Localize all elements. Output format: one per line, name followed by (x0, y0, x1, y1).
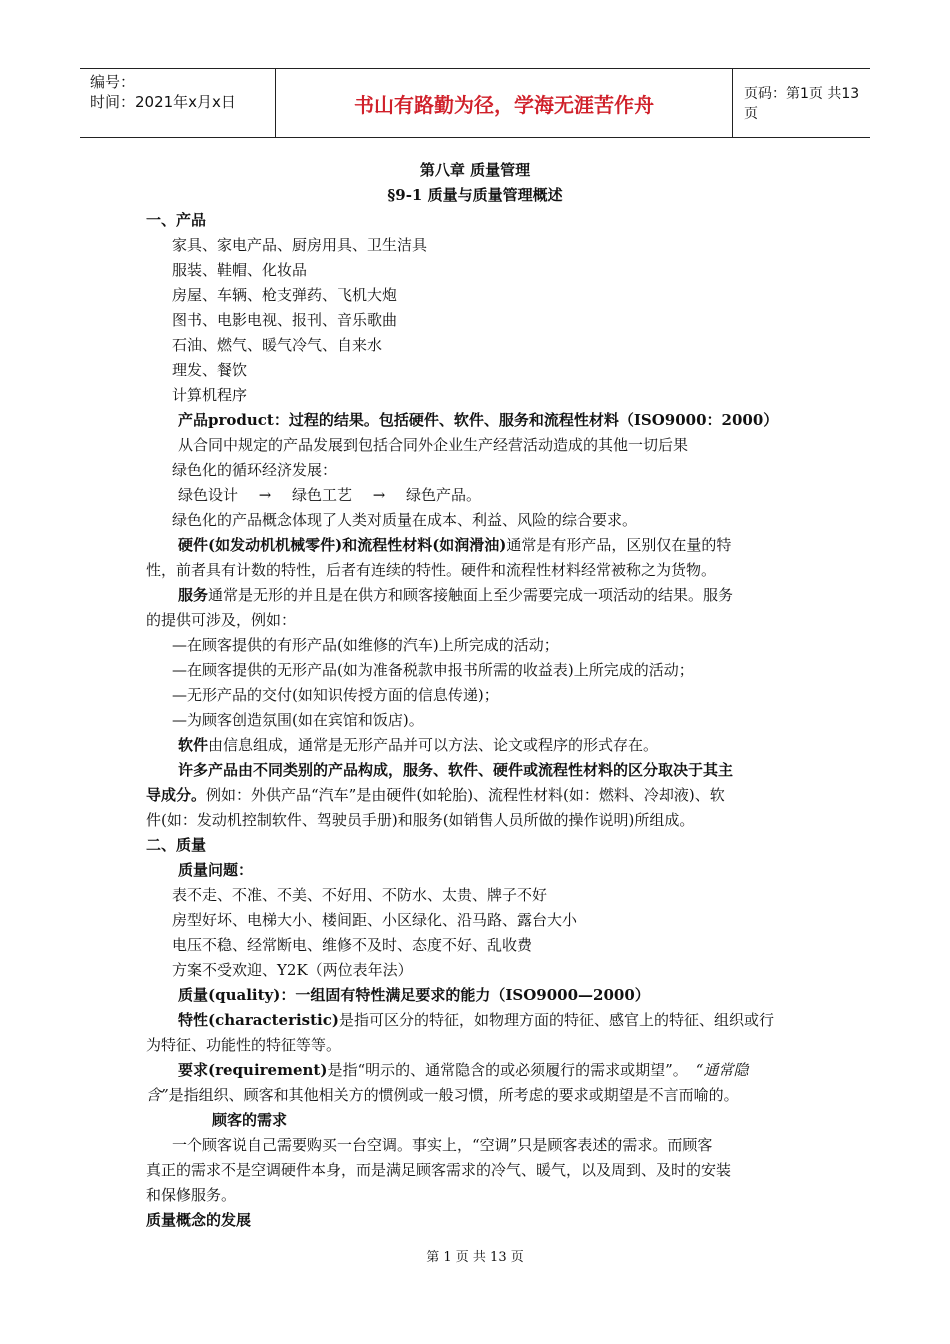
software-term: 软件 (178, 736, 209, 754)
customer-needs-line2: 真正的需求不是空调硬件本身，而是满足顾客需求的冷气、暖气，以及周到、及时的安装 (146, 1161, 732, 1179)
service-example: —为顾客创造氛围(如在宾馆和饭店)。 (172, 711, 424, 729)
many-products-line3: 件(如：发动机控制软件、驾驶员手册)和服务(如销售人员所做的操作说明)所组成。 (146, 811, 695, 829)
section2-heading: 二、质量 (146, 836, 207, 854)
characteristic-term: 特性(characteristic) (178, 1011, 339, 1029)
product-item: 理发、餐饮 (172, 361, 248, 379)
paragraph: 绿色化的产品概念体现了人类对质量在成本、利益、风险的综合要求。 (172, 511, 638, 529)
header-meta (80, 69, 276, 137)
requirement-line2 (146, 1083, 739, 1108)
arrow-icon: → (258, 486, 272, 504)
time-label: 时间：2021年x月x日 (90, 93, 236, 111)
service-text: 通常是无形的并且是在供方和顾客接触面上至少需要完成一项活动的结果。服务 (208, 586, 734, 604)
software-text: 由信息组成，通常是无形产品并可以方法、论文或程序的形式存在。 (208, 736, 659, 754)
green-product: 绿色产品。 (406, 486, 482, 504)
paragraph: 绿色化的循环经济发展： (172, 461, 338, 479)
service-para-line2: 的提供可涉及，例如： (146, 611, 297, 629)
header-motto: 书山有路勤为径，学海无涯苦作舟 (276, 69, 733, 137)
customer-needs-line1: 一个顾客说自己需要购买一台空调。事实上，“空调”只是顾客表述的需求。而顾客 (172, 1136, 713, 1154)
green-process: 绿色工艺 (292, 486, 353, 504)
many-products-line1: 许多产品由不同类别的产品构成，服务、软件、硬件或流程性材料的区分取决于其主 (178, 761, 734, 779)
quality-problem: 表不走、不准、不美、不好用、不防水、太贵、牌子不好 (172, 886, 548, 904)
quality-problems-label: 质量问题： (178, 861, 254, 879)
hardware-para-line1 (178, 533, 731, 558)
chapter-title: 第八章 质量管理 (419, 161, 531, 179)
section-subtitle: §9-1 质量与质量管理概述 (387, 186, 563, 204)
hardware-term: 硬件(如发动机机械零件)和流程性材料(如润滑油) (178, 536, 507, 554)
product-definition: 产品product：过程的结果。包括硬件、软件、服务和流程性材料（ISO9000：2000） (178, 411, 779, 429)
product-item: 石油、燃气、暖气冷气、自来水 (172, 336, 383, 354)
characteristic-text: 是指可区分的特征，如物理方面的特征、感官上的特征、组织或行 (339, 1011, 775, 1029)
number-label: 编号： (90, 73, 136, 91)
quality-problem: 电压不稳、经常断电、维修不及时、态度不好、乱收费 (172, 936, 533, 954)
product-item: 服装、鞋帽、化妆品 (172, 261, 308, 279)
section1-heading: 一、产品 (146, 211, 207, 229)
requirement-term: 要求(requirement) (178, 1061, 328, 1079)
many-products-line2 (146, 783, 725, 808)
product-item: 家具、家电产品、厨房用具、卫生洁具 (172, 236, 428, 254)
service-example: —无形产品的交付(如知识传授方面的信息传递)； (172, 686, 499, 704)
software-para (178, 733, 658, 758)
service-example: —在顾客提供的无形产品(如为准备税款申报书所需的收益表)上所完成的活动； (172, 661, 694, 679)
hardware-para-line2: 性，前者具有计数的特性，后者有连续的特性。硬件和流程性材料经常被称之为货物。 (146, 561, 717, 579)
quality-problem: 房型好坏、电梯大小、楼间距、小区绿化、沿马路、露台大小 (172, 911, 578, 929)
service-example: —在顾客提供的有形产品(如维修的汽车)上所完成的活动； (172, 636, 559, 654)
many-products-term: 导成分。 (146, 786, 207, 804)
customer-needs-line3: 和保修服务。 (146, 1186, 237, 1204)
product-item: 计算机程序 (172, 386, 248, 404)
header-page-info: 页码：第1页 共13页 (744, 86, 860, 122)
characteristic-line2: 为特征、功能性的特征等等。 (146, 1036, 342, 1054)
hardware-text: 通常是有形产品，区别仅在量的特 (506, 536, 732, 554)
quality-problem: 方案不受欢迎、Y2K（两位表年法） (172, 961, 413, 979)
requirement-text: 是指组织、顾客和其他相关方的惯例或一般习惯，所考虑的要求或期望是不言而喻的。 (168, 1086, 739, 1104)
requirement-line1 (178, 1058, 748, 1083)
service-para-line1 (178, 583, 733, 608)
implied-term-end: 含” (146, 1086, 169, 1104)
product-item: 图书、电影电视、报刊、音乐歌曲 (172, 311, 398, 329)
customer-needs-heading: 顾客的需求 (212, 1111, 288, 1129)
page-footer: 第 1 页 共 13 页 (426, 1250, 524, 1265)
quality-concept-heading: 质量概念的发展 (146, 1211, 252, 1229)
requirement-text: 是指“明示的、通常隐含的或必须履行的需求或期望”。 (327, 1061, 688, 1079)
quality-definition: 质量(quality)：一组固有特性满足要求的能力（ISO9000—2000） (178, 986, 650, 1004)
service-term: 服务 (178, 586, 209, 604)
green-design: 绿色设计 (178, 486, 239, 504)
paragraph: 从合同中规定的产品发展到包括合同外企业生产经营活动造成的其他一切后果 (178, 436, 689, 454)
many-products-text: 例如：外供产品“汽车”是由硬件(如轮胎)、流程性材料(如：燃料、冷却液)、软 (206, 786, 725, 804)
characteristic-line1 (178, 1008, 774, 1033)
green-flow (178, 483, 481, 508)
page-header (80, 68, 870, 138)
product-item: 房屋、车辆、枪支弹药、飞机大炮 (172, 286, 398, 304)
implied-term: “通常隐 (695, 1061, 749, 1079)
arrow-icon: → (372, 486, 386, 504)
